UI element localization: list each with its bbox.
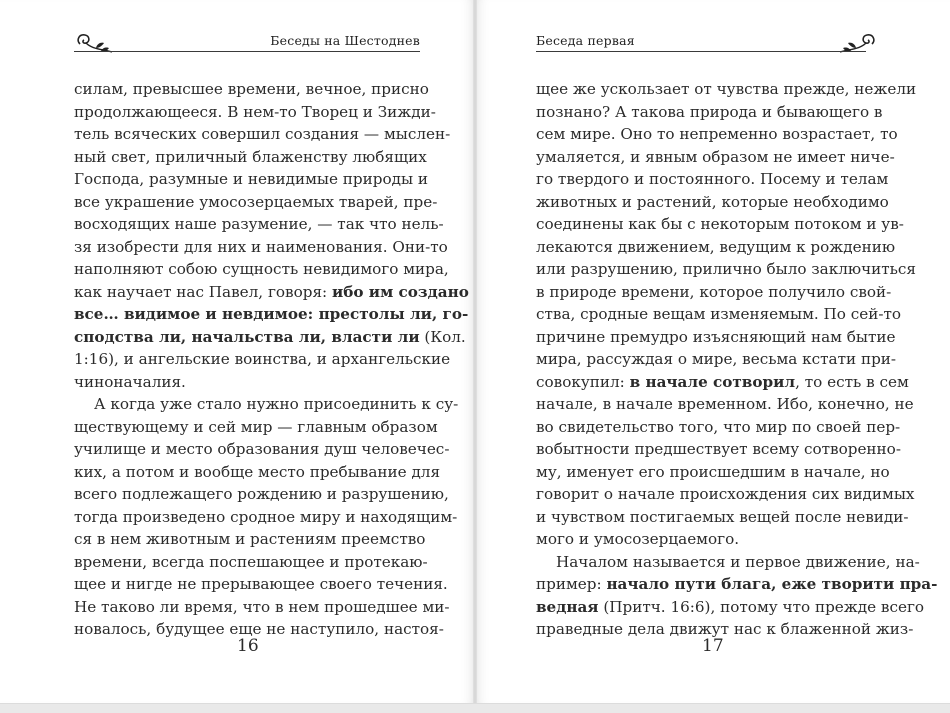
text-line [74, 123, 451, 146]
page-number: 16 [237, 636, 259, 656]
text-line [536, 573, 938, 596]
text-segment: ся в нем животным и растениям преемство [74, 530, 426, 548]
text-segment: щее и нигде не прерывающее своего течения. [74, 575, 448, 593]
text-segment: как научает нас Павел, говоря: [74, 282, 332, 301]
text-line [536, 618, 914, 641]
text-line [74, 258, 449, 281]
text-line [536, 281, 892, 304]
text-segment: ства, сродные вещам изменяемым. По сей-то [536, 305, 902, 323]
text-line [74, 371, 420, 394]
text-line [536, 371, 909, 394]
text-segment: мира, рассуждая о мире, весьма кстати при- [536, 350, 897, 368]
text-line [74, 348, 451, 371]
text-segment: (Кол. [419, 327, 466, 346]
text-segment: силам, превысшее времени, вечное, присно [74, 80, 429, 98]
text-segment: умаляется, и явным образом не имеет ниче- [536, 147, 895, 166]
text-line [74, 393, 459, 416]
text-segment: или разрушению, прилично было заключиться [536, 260, 917, 278]
text-segment: мого и умосозерцаемого. [536, 530, 740, 548]
text-line [536, 258, 917, 281]
text-line [536, 101, 883, 124]
text-line [74, 78, 429, 101]
text-segment: познано? А такова природа и бывающего в [536, 102, 883, 121]
bold-scripture-quote: все… видимое и невдимое: престолы ли, го- [74, 305, 469, 323]
left-page [0, 0, 473, 703]
text-segment: училище и место образования душ человечес- [74, 440, 450, 458]
text-line [74, 528, 426, 551]
header-rule [536, 51, 866, 52]
text-line [74, 461, 441, 484]
flourish-ornament-icon [74, 30, 112, 56]
bold-scripture-quote: ибо им создано [332, 282, 469, 301]
text-line [536, 528, 866, 551]
text-segment: му, именует его происшедшим в начале, но [536, 462, 890, 481]
text-segment: тогда произведено сродное миру и находящим- [74, 507, 458, 526]
flourish-ornament-icon [840, 30, 878, 56]
text-line [536, 78, 917, 101]
text-line [74, 416, 438, 439]
text-line [536, 348, 897, 371]
bold-scripture-quote: в начале сотворил [629, 372, 796, 391]
header-rule [74, 51, 420, 52]
text-segment: Господа, разумные и невидимые природы и [74, 170, 429, 188]
text-segment: Не таково ли время, что в нем прошедшее ми- [74, 597, 450, 616]
text-line [74, 573, 448, 596]
running-head-title: Беседы на Шестоднев [270, 33, 420, 48]
text-line [536, 551, 920, 574]
text-segment: вобытности предшествует всему сотворенно- [536, 440, 901, 458]
text-line [536, 461, 890, 484]
text-segment: щее же ускользает от чувства прежде, нежели [536, 80, 917, 98]
text-line [74, 146, 427, 169]
text-segment: ществующему и сей мир — главным образом [74, 417, 438, 436]
text-line [536, 213, 904, 236]
text-segment: и чувством постигаемых вещей после невиди- [536, 507, 909, 526]
text-line [74, 168, 429, 191]
text-line [536, 596, 925, 619]
text-segment: соединены как бы с некоторым потоком и ув- [536, 215, 904, 233]
text-segment: го твердого и постоянного. Посему и телам [536, 170, 889, 188]
text-segment: Началом называется и первое движение, на- [556, 552, 920, 571]
text-segment: чиноначалия. [74, 372, 186, 391]
text-segment: начале, в начале временном. Ибо, конечно, не [536, 395, 914, 413]
text-line [74, 303, 469, 326]
text-segment: говорит о начале происхождения сих видимых [536, 485, 915, 503]
text-segment: восходящих наше разумение, — так что нель- [74, 215, 444, 233]
text-line [536, 506, 909, 529]
text-segment: совокупил: [536, 372, 630, 391]
text-segment: 1:16), и ангельские воинства, и архангельские [74, 350, 451, 368]
text-segment: лекаются движением, ведущим к рождению [536, 237, 896, 256]
text-segment: ких, а потом и вообще место пребывание для [74, 462, 441, 481]
text-segment: все украшение умосозерцаемых тварей, пре- [74, 192, 438, 211]
text-line [74, 236, 448, 259]
bold-scripture-quote: сподства ли, начальства ли, власти ли [74, 327, 420, 346]
text-line [74, 506, 458, 529]
bold-scripture-quote: начало пути блага, еже творити пра- [606, 575, 938, 593]
text-line [536, 146, 895, 169]
text-line [74, 551, 428, 574]
right-running-head [536, 26, 866, 56]
text-segment: , то есть в сем [795, 372, 909, 391]
text-segment: пример: [536, 575, 607, 593]
text-line [74, 101, 436, 124]
text-line [74, 438, 450, 461]
text-line [74, 281, 469, 304]
text-segment: (Притч. 16:6), потому что прежде всего [598, 597, 925, 616]
text-line [536, 416, 901, 439]
text-line [536, 483, 915, 506]
text-segment: тель всяческих совершил создания — мыслен- [74, 125, 451, 143]
text-line [74, 483, 449, 506]
text-line [536, 123, 898, 146]
text-segment: времени, всегда поспешающее и протекаю- [74, 552, 428, 571]
text-segment: в природе времени, которое получило свой- [536, 282, 892, 301]
text-line [536, 236, 896, 259]
text-line [74, 191, 438, 214]
bold-scripture-quote: ведная [536, 597, 599, 616]
text-line [536, 438, 901, 461]
text-segment: всего подлежащего рождению и разрушению, [74, 485, 449, 503]
text-segment: А когда уже стало нужно присоединить к су- [94, 395, 459, 413]
text-segment: зя изобрести для них и наименования. Они-то [74, 237, 448, 256]
text-line [536, 191, 889, 214]
body-text [536, 78, 938, 641]
text-line [536, 393, 914, 416]
running-head-title: Беседа первая [536, 33, 635, 48]
text-segment: продолжающееся. В нем-то Творец и Зижди- [74, 102, 436, 121]
text-segment: во свидетельство того, что мир по своей пер- [536, 417, 901, 436]
text-segment: животных и растений, которые необходимо [536, 192, 889, 211]
text-line [536, 326, 896, 349]
page-number: 17 [702, 636, 724, 656]
text-line [74, 213, 444, 236]
text-line [536, 168, 889, 191]
text-line [536, 303, 902, 326]
right-page [477, 0, 950, 703]
text-line [74, 596, 450, 619]
text-segment: праведные дела движут нас к блаженной жиз- [536, 620, 914, 638]
text-segment: наполняют собою сущность невидимого мира, [74, 260, 449, 278]
text-line [74, 326, 466, 349]
body-text [74, 78, 469, 641]
text-segment: новалось, будущее еще не наступило, настоя- [74, 620, 444, 638]
text-segment: причине премудро изъясняющий нам бытие [536, 327, 896, 346]
left-running-head [74, 26, 420, 56]
text-segment: сем мире. Оно то непременно возрастает, то [536, 125, 898, 143]
text-segment: ный свет, приличный блаженству любящих [74, 147, 427, 166]
